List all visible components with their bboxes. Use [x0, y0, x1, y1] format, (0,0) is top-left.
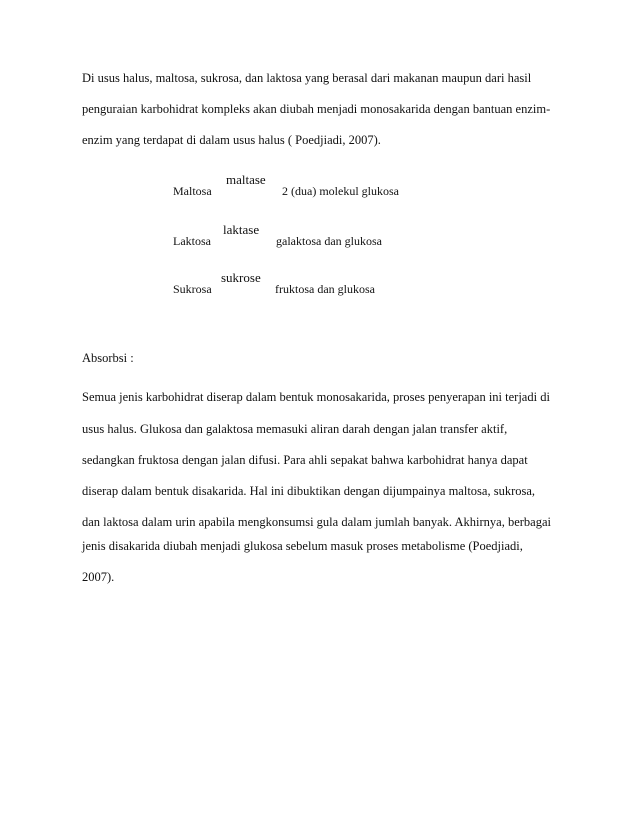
paragraph-line: jenis disakarida diubah menjadi glukosa sebelum masuk proses metabolisme (Poedjiadi, — [82, 539, 523, 553]
paragraph-line: 2007). — [82, 570, 115, 584]
section-heading: Absorbsi : — [82, 351, 134, 365]
paragraph-line: sedangkan fruktosa dengan jalan difusi. Para ahli sepakat bahwa karbohidrat hanya dapat — [82, 453, 528, 467]
reaction-product: galaktosa dan glukosa — [276, 234, 382, 248]
reaction-substrate: Sukrosa — [173, 282, 212, 296]
reaction-enzyme: sukrose — [221, 270, 261, 285]
paragraph-line: dan laktosa dalam urin apabila mengkonsumsi gula dalam jumlah banyak. Akhirnya, berbagai — [82, 515, 551, 529]
reaction-substrate: Laktosa — [173, 234, 211, 248]
paragraph-line: usus halus. Glukosa dan galaktosa memasuki aliran darah dengan jalan transfer aktif, — [82, 422, 508, 436]
paragraph-line: Di usus halus, maltosa, sukrosa, dan laktosa yang berasal dari makanan maupun dari hasil — [82, 71, 532, 85]
paragraph-line: diserap dalam bentuk disakarida. Hal ini dibuktikan dengan dijumpainya maltosa, sukrosa, — [82, 484, 536, 498]
reaction-product: 2 (dua) molekul glukosa — [282, 184, 399, 198]
reaction-product: fruktosa dan glukosa — [275, 282, 375, 296]
reaction-enzyme: maltase — [226, 172, 266, 187]
paragraph-line: enzim yang terdapat di dalam usus halus ( Poedjiadi, 2007). — [82, 133, 381, 147]
reaction-enzyme: laktase — [223, 222, 260, 237]
paragraph-line: penguraian karbohidrat kompleks akan diubah menjadi monosakarida dengan bantuan enzim- — [82, 102, 551, 116]
reaction-substrate: Maltosa — [173, 184, 212, 198]
paragraph-line: Semua jenis karbohidrat diserap dalam bentuk monosakarida, proses penyerapan ini terjadi di — [82, 390, 550, 404]
